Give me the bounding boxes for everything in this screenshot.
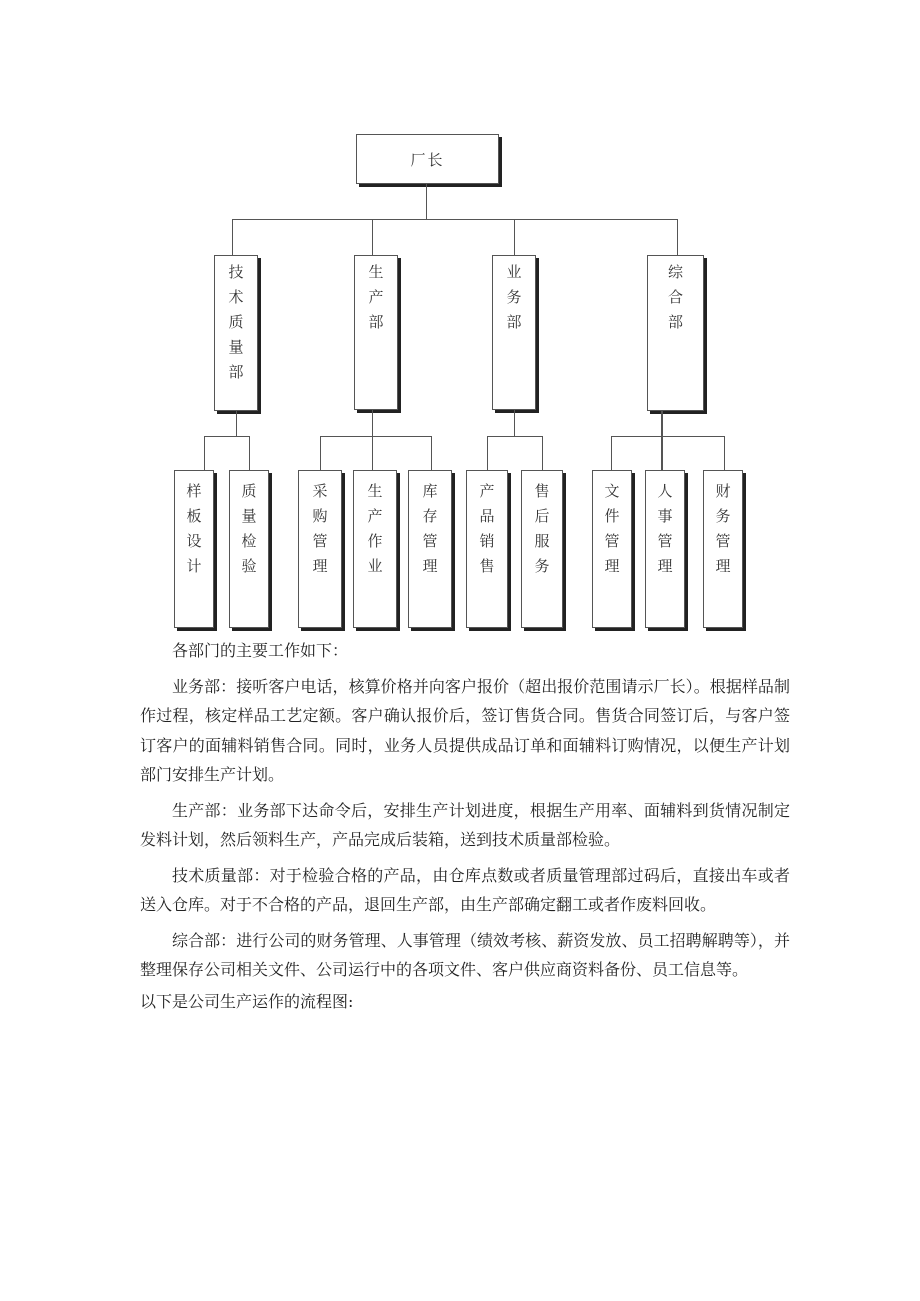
dept-box-technical-quality [214, 255, 258, 411]
closing-line: 以下是公司生产运作的流程图: [140, 991, 354, 1011]
connector [204, 436, 205, 470]
org-root-label: 厂长 [410, 150, 445, 169]
unit-label: 产品销售 [479, 482, 495, 575]
unit-box-product-sales [466, 470, 508, 628]
unit-label: 售后服务 [534, 482, 550, 575]
dept-box-business [492, 255, 536, 410]
unit-label: 采购管理 [312, 482, 328, 575]
dept-label: 生产部 [368, 263, 384, 331]
document-body [140, 636, 790, 1016]
connector [724, 436, 725, 470]
unit-box-sample-design [174, 470, 214, 628]
unit-box-production-operations [353, 470, 397, 628]
unit-label: 人事管理 [657, 482, 673, 575]
dept-box-general [647, 255, 704, 411]
dept-label: 综合部 [668, 263, 684, 331]
connector [372, 410, 373, 470]
connector [204, 436, 250, 437]
connector [236, 411, 237, 436]
business-dept-paragraph: 业务部：接听客户电话，核算价格并向客户报价（超出报价范围请示厂长）。根据样品制作过程，核定样品工艺定额。客户确认报价后，签订售货合同。售货合同签订后，与客户签订客户的面辅料销售合同。同时，业务人员提供成品订单和面辅料订购情况，以便生产计划部门安排生产计划。 [140, 676, 790, 784]
unit-box-document-management [592, 470, 632, 628]
connector [611, 436, 612, 470]
connector [677, 219, 678, 255]
connector [431, 436, 432, 470]
connector [611, 436, 725, 437]
general-dept-paragraph: 综合部：进行公司的财务管理、人事管理（绩效考核、薪资发放、员工招聘解聘等），并整理保存公司相关文件、公司运行中的各项文件、客户供应商资料备份、员工信息等。 [140, 930, 790, 979]
connector [426, 184, 427, 219]
connector [661, 411, 663, 470]
unit-label: 样板设计 [186, 482, 202, 575]
technical-quality-dept-paragraph: 技术质量部：对于检验合格的产品，由仓库点数或者质量管理部过码后，直接出车或者送入仓库。对于不合格的产品，退回生产部，由生产部确定翻工或者作废料回收。 [140, 865, 790, 914]
unit-box-quality-inspection [229, 470, 269, 628]
connector [372, 219, 373, 255]
unit-label: 生产作业 [367, 482, 383, 575]
unit-box-inventory [408, 470, 452, 628]
intro-paragraph: 各部门的主要工作如下： [172, 641, 349, 660]
connector [232, 219, 678, 220]
unit-label: 文件管理 [604, 482, 620, 575]
connector [542, 436, 543, 470]
connector [514, 410, 515, 436]
connector [320, 436, 321, 470]
unit-label: 库存管理 [422, 482, 438, 575]
org-root-box [356, 134, 499, 184]
connector [487, 436, 543, 437]
unit-box-finance-management [703, 470, 743, 628]
connector [249, 436, 250, 470]
unit-box-hr-management [645, 470, 685, 628]
production-dept-paragraph: 生产部：业务部下达命令后，安排生产计划进度，根据生产用率、面辅料到货情况制定发料计划，然后领料生产，产品完成后装箱，送到技术质量部检验。 [140, 800, 790, 849]
unit-box-after-sales [521, 470, 563, 628]
unit-box-purchasing [298, 470, 342, 628]
unit-label: 财务管理 [715, 482, 731, 575]
unit-label: 质量检验 [241, 482, 257, 575]
dept-label: 业务部 [506, 263, 522, 331]
connector [232, 219, 233, 255]
connector [320, 436, 432, 437]
dept-box-production [354, 255, 398, 410]
dept-label: 技术质量部 [228, 263, 244, 381]
org-chart [0, 0, 920, 640]
connector [487, 436, 488, 470]
connector [514, 219, 515, 255]
